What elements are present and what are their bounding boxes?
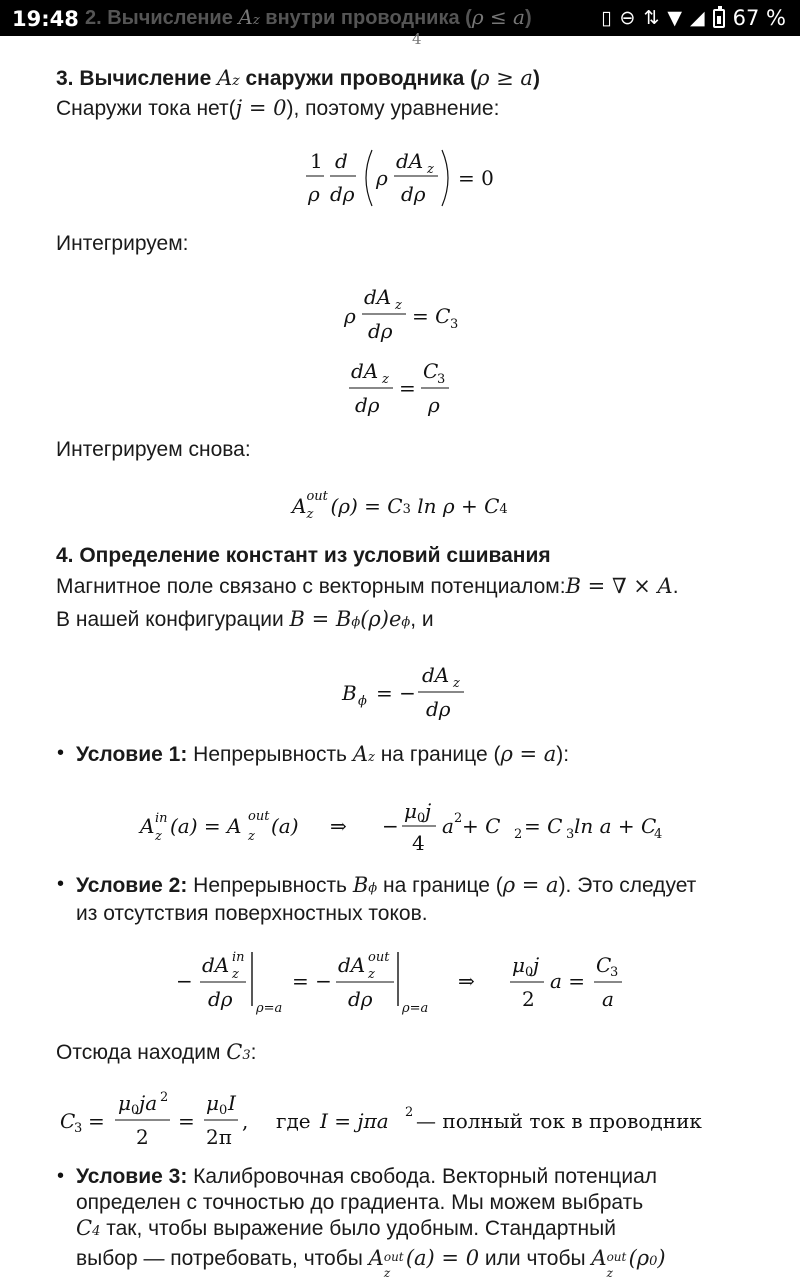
condition-3-line4: выбор — потребовать, чтобы A out z (a) = 0 или чтобы A out z (ρ0) — [76, 1246, 666, 1280]
svg-text:−: − — [382, 814, 399, 838]
section3-title: 3. Вычисление Az снаружи проводника (ρ ≥ a) — [56, 66, 540, 90]
svg-text:= 0: = 0 — [458, 166, 494, 190]
condition-2: Условие 2: Непрерывность Bϕ на границе (ρ = a). Это следует — [76, 873, 697, 897]
svg-text:C: C — [596, 953, 612, 977]
svg-text:4: 4 — [412, 831, 425, 855]
svg-text:in: in — [155, 811, 168, 826]
svg-text:3: 3 — [450, 317, 459, 332]
svg-text:(a) = A: (a) = A — [170, 814, 242, 838]
condition-3-line2: определен с точностью до градиента. Мы можем выбрать — [76, 1191, 644, 1214]
svg-text:d: d — [335, 149, 348, 173]
svg-text:μ: μ — [206, 1091, 219, 1115]
svg-text:1: 1 — [310, 149, 323, 173]
svg-text:2: 2 — [405, 1105, 414, 1120]
svg-text:μ: μ — [118, 1091, 131, 1115]
svg-text:dA: dA — [396, 149, 424, 173]
svg-text:=: = — [88, 1109, 105, 1133]
svg-text:dρ: dρ — [368, 319, 393, 343]
svg-text:dρ: dρ — [426, 697, 451, 721]
svg-text:3: 3 — [610, 965, 619, 980]
svg-text:= C: = C — [412, 304, 451, 328]
data-arrows-icon: ⇅ — [643, 7, 660, 29]
svg-text:= −: = − — [376, 681, 416, 705]
status-time: 19:48 — [12, 7, 79, 31]
svg-text:I = jπa: I = jπa — [320, 1109, 389, 1133]
battery-level: 67 % — [732, 6, 786, 30]
svg-text:out: out — [368, 950, 390, 965]
svg-text:dρ: dρ — [348, 987, 373, 1011]
svg-text:0: 0 — [131, 1103, 140, 1118]
integrate-label-2: Интегрируем снова: — [56, 438, 251, 461]
section4-line1: Магнитное поле связано с векторным потенциалом:B = ∇ × A. — [56, 574, 679, 598]
svg-text:z: z — [155, 829, 162, 844]
svg-text:3: 3 — [566, 827, 575, 842]
svg-text:— полный ток в проводник: — полный ток в проводник — [416, 1109, 702, 1133]
svg-text:z: z — [427, 162, 434, 177]
dnd-icon: ⊖ — [619, 7, 636, 29]
previous-heading-peek: 2. Вычисление Az внутри проводника (ρ ≤ a) — [85, 5, 532, 29]
vibrate-icon: ▯ — [601, 7, 612, 29]
svg-text:μ: μ — [404, 799, 417, 823]
svg-text:out: out — [248, 809, 270, 824]
svg-text:z: z — [368, 967, 375, 982]
equation-first-integral — [340, 282, 470, 350]
svg-text:dρ: dρ — [208, 987, 233, 1011]
svg-text:0: 0 — [525, 965, 534, 980]
hence-line: Отсюда находим C3: — [56, 1040, 257, 1064]
svg-text:z: z — [382, 372, 389, 387]
svg-text:a =: a = — [550, 969, 586, 993]
svg-text:dρ: dρ — [330, 182, 355, 206]
svg-text:+ C: + C — [462, 814, 501, 838]
equation-continuity-a — [138, 798, 678, 858]
condition-3-line1: Условие 3: Калибровочная свобода. Векторный потенциал — [76, 1165, 657, 1188]
svg-text:dρ: dρ — [401, 182, 426, 206]
previous-eq-peek: 4 — [412, 30, 422, 48]
svg-text:I: I — [228, 1091, 236, 1115]
svg-text:ρ=a: ρ=a — [402, 1001, 429, 1016]
svg-text:dA: dA — [338, 953, 366, 977]
svg-text:A: A — [140, 814, 155, 838]
svg-text:ρ: ρ — [344, 304, 356, 328]
status-icons — [601, 6, 786, 30]
bullet-icon: • — [57, 742, 65, 764]
svg-text:in: in — [232, 950, 245, 965]
equation-c3-result — [58, 1088, 748, 1152]
svg-text:dA: dA — [364, 285, 392, 309]
svg-text:j: j — [533, 953, 540, 977]
svg-text:3: 3 — [437, 372, 446, 387]
equation-laplace-outside — [300, 142, 510, 214]
battery-icon — [713, 9, 725, 28]
svg-text:2: 2 — [454, 811, 463, 826]
svg-text:C: C — [60, 1109, 76, 1133]
svg-text:z: z — [248, 829, 255, 844]
svg-text:где: где — [276, 1109, 311, 1133]
svg-text:0: 0 — [219, 1103, 228, 1118]
bullet-icon: • — [57, 873, 65, 895]
section4-title: 4. Определение констант из условий сшивания — [56, 544, 551, 567]
signal-icon: ◢ — [690, 7, 705, 29]
equation-outer-potential: A out z (ρ) = C3 ln ρ + C4 — [292, 489, 508, 522]
svg-text:B: B — [342, 681, 357, 705]
integrate-label-1: Интегрируем: — [56, 232, 189, 255]
svg-text:= C: = C — [524, 814, 563, 838]
svg-text:2: 2 — [522, 987, 535, 1011]
svg-text:2: 2 — [160, 1090, 169, 1105]
svg-text:z: z — [395, 298, 402, 313]
condition-2-line2: из отсутствия поверхностных токов. — [76, 902, 428, 925]
equation-continuity-b — [172, 948, 632, 1020]
svg-text:C: C — [423, 359, 439, 383]
svg-text:ln a + C: ln a + C — [574, 814, 657, 838]
svg-text:dρ: dρ — [355, 393, 380, 417]
svg-text:4: 4 — [654, 827, 663, 842]
svg-text:=: = — [399, 376, 416, 400]
svg-text:dA: dA — [422, 663, 450, 687]
section3-intro: Снаружи тока нет(j = 0), поэтому уравнение: — [56, 96, 500, 120]
condition-3-line3: C4 так, чтобы выражение было удобным. Стандартный — [76, 1216, 616, 1240]
condition-1: Условие 1: Непрерывность Az на границе (ρ = a): — [76, 742, 570, 766]
svg-text:,: , — [242, 1109, 249, 1133]
wifi-icon: ▼ — [667, 7, 683, 29]
svg-text:0: 0 — [417, 811, 426, 826]
svg-text:ρ: ρ — [428, 393, 440, 417]
svg-text:ϕ: ϕ — [358, 694, 367, 709]
svg-text:dA: dA — [202, 953, 230, 977]
equation-derivative — [345, 354, 465, 420]
svg-text:a: a — [442, 814, 454, 838]
svg-text:a: a — [602, 987, 614, 1011]
svg-text:= −: = − — [292, 969, 332, 993]
svg-text:2: 2 — [514, 827, 523, 842]
svg-text:2π: 2π — [206, 1125, 232, 1149]
svg-text:=: = — [178, 1109, 195, 1133]
svg-text:j: j — [425, 799, 432, 823]
section4-line2: В нашей конфигурации B = Bϕ(ρ)eϕ, и — [56, 607, 434, 631]
equation-b-phi — [338, 660, 468, 726]
svg-text:ρ=a: ρ=a — [256, 1001, 283, 1016]
svg-text:⇒: ⇒ — [458, 969, 475, 993]
svg-text:ja: ja — [139, 1091, 158, 1115]
svg-text:−: − — [176, 969, 193, 993]
svg-text:dA: dA — [351, 359, 379, 383]
svg-text:3: 3 — [74, 1121, 83, 1136]
svg-text:(a): (a) — [271, 814, 299, 838]
svg-text:z: z — [232, 967, 239, 982]
svg-text:z: z — [453, 676, 460, 691]
svg-text:ρ: ρ — [308, 182, 320, 206]
svg-text:2: 2 — [136, 1125, 149, 1149]
bullet-icon: • — [57, 1165, 65, 1187]
svg-text:μ: μ — [512, 953, 525, 977]
svg-text:ρ: ρ — [376, 166, 388, 190]
svg-text:⇒: ⇒ — [330, 814, 347, 838]
